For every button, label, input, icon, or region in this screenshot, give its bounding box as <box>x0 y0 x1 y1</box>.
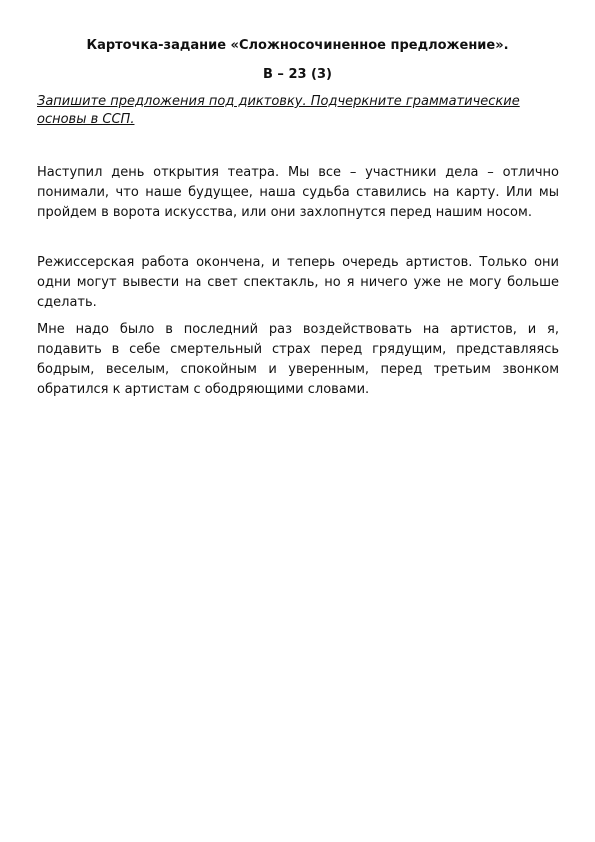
dictation-paragraph-3: Мне надо было в последний раз воздействовать на артистов, и я, подавить в себе смертельный страх перед грядущим, представляясь бодрым, веселым, спокойным и уверенным, перед третьим звонком обратился к артистам с ободряющими словами. <box>37 322 559 397</box>
dictation-paragraph-1: Наступил день открытия театра. Мы все – участники дела – отлично понимали, что наше будущее, наша судьба ставились на карту. Или мы пройдем в ворота искусства, или они захлопнутся перед нашим носом. <box>37 165 559 220</box>
task-instruction: Запишите предложения под диктовку. Подчеркните грамматические основы в ССП. <box>37 94 520 127</box>
card-title: Карточка-задание «Сложносочиненное предложение». <box>86 38 509 53</box>
dictation-paragraph-2: Режиссерская работа окончена, и теперь очередь артистов. Только они одни могут вывести на свет спектакль, но я ничего уже не могу больше сделать. <box>37 255 559 310</box>
variant-number: В – 23 (3) <box>262 67 332 82</box>
